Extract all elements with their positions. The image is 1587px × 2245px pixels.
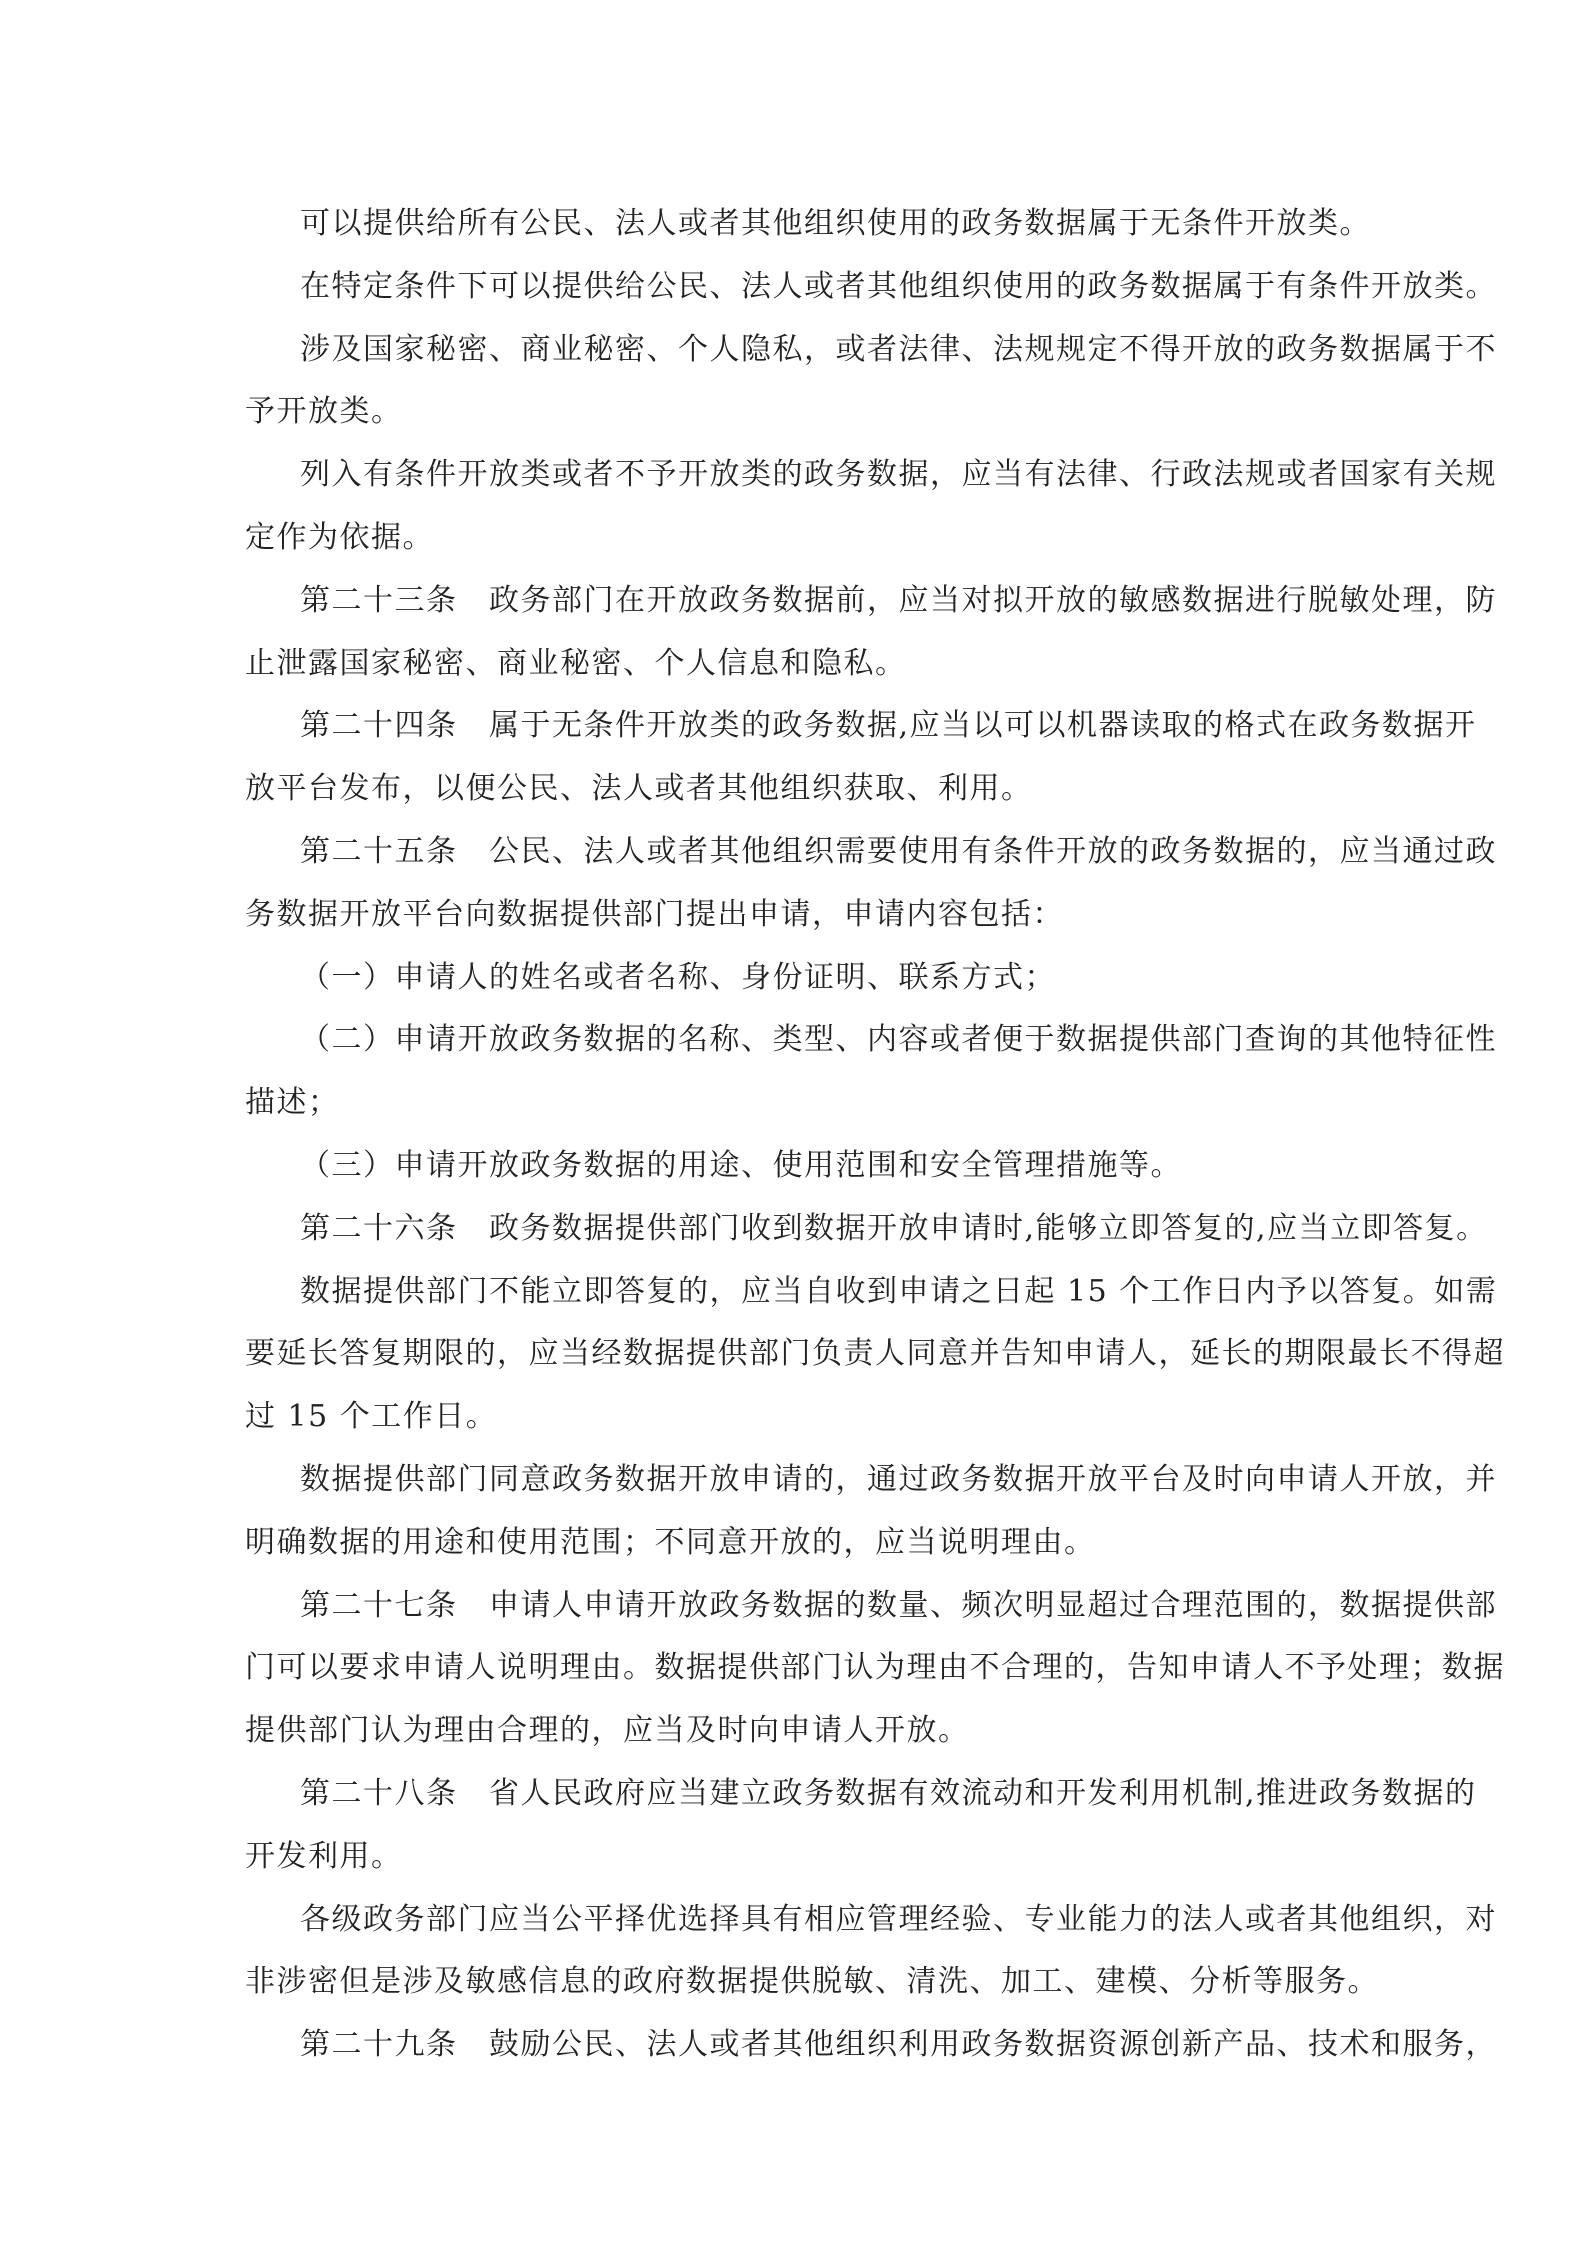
text-line: 非涉密但是涉及敏感信息的政府数据提供脱敏、清洗、加工、建模、分析等服务。: [245, 1964, 1379, 2000]
list-item-1: （一）申请人的姓名或者名称、身份证明、联系方式；: [300, 959, 1056, 995]
text-line: 数据提供部门同意政务数据开放申请的，通过政务数据开放平台及时向申请人开放，并: [300, 1461, 1497, 1497]
text-line: 予开放类。: [245, 394, 403, 430]
text-line: 务数据开放平台向数据提供部门提出申请，申请内容包括：: [245, 896, 1064, 932]
text-line: 门可以要求申请人说明理由。数据提供部门认为理由不合理的，告知申请人不予处理；数据: [245, 1650, 1505, 1686]
text-line: 明确数据的用途和使用范围；不同意开放的，应当说明理由。: [245, 1524, 1096, 1560]
article-27: 第二十七条 申请人申请开放政务数据的数量、频次明显超过合理范围的，数据提供部: [300, 1587, 1497, 1623]
list-item-3: （三）申请开放政务数据的用途、使用范围和安全管理措施等。: [300, 1147, 1182, 1183]
text-line: 数据提供部门不能立即答复的，应当自收到申请之日起 15 个工作日内予以答复。如需: [300, 1273, 1498, 1309]
article-24: 第二十四条 属于无条件开放类的政务数据,应当以可以机器读取的格式在政务数据开: [300, 708, 1477, 744]
text-line: 可以提供给所有公民、法人或者其他组织使用的政务数据属于无条件开放类。: [300, 206, 1371, 241]
text-line: 放平台发布，以便公民、法人或者其他组织获取、利用。: [245, 771, 1033, 807]
text-line: 在特定条件下可以提供给公民、法人或者其他组织使用的政务数据属于有条件开放类。: [300, 268, 1497, 304]
text-line: 描述；: [245, 1085, 340, 1121]
text-line: 止泄露国家秘密、商业秘密、个人信息和隐私。: [245, 645, 907, 681]
text-line: 列入有条件开放类或者不予开放类的政务数据，应当有法律、行政法规或者国家有关规: [300, 457, 1497, 493]
list-item-2: （二）申请开放政务数据的名称、类型、内容或者便于数据提供部门查询的其他特征性: [300, 1022, 1497, 1058]
article-23: 第二十三条 政务部门在开放政务数据前，应当对拟开放的敏感数据进行脱敏处理，防: [300, 582, 1497, 618]
article-29: 第二十九条 鼓励公民、法人或者其他组织利用政务数据资源创新产品、技术和服务，: [300, 2027, 1497, 2063]
document-page: [245, 193, 1505, 2077]
article-26: 第二十六条 政务数据提供部门收到数据开放申请时,能够立即答复的,应当立即答复。: [300, 1210, 1488, 1246]
text-line: 涉及国家秘密、商业秘密、个人隐私，或者法律、法规规定不得开放的政务数据属于不: [300, 331, 1497, 367]
article-28: 第二十八条 省人民政府应当建立政务数据有效流动和开发利用机制,推进政务数据的: [300, 1775, 1477, 1811]
text-line: 要延长答复期限的，应当经数据提供部门负责人同意并告知申请人，延长的期限最长不得超: [245, 1336, 1505, 1372]
text-line: 过 15 个工作日。: [245, 1399, 498, 1435]
text-line: 提供部门认为理由合理的，应当及时向申请人开放。: [245, 1713, 970, 1749]
text-line: 开发利用。: [245, 1838, 403, 1874]
article-25: 第二十五条 公民、法人或者其他组织需要使用有条件开放的政务数据的，应当通过政: [300, 833, 1497, 869]
text-line: 各级政务部门应当公平择优选择具有相应管理经验、专业能力的法人或者其他组织，对: [300, 1901, 1497, 1937]
text-line: 定作为依据。: [245, 519, 434, 555]
